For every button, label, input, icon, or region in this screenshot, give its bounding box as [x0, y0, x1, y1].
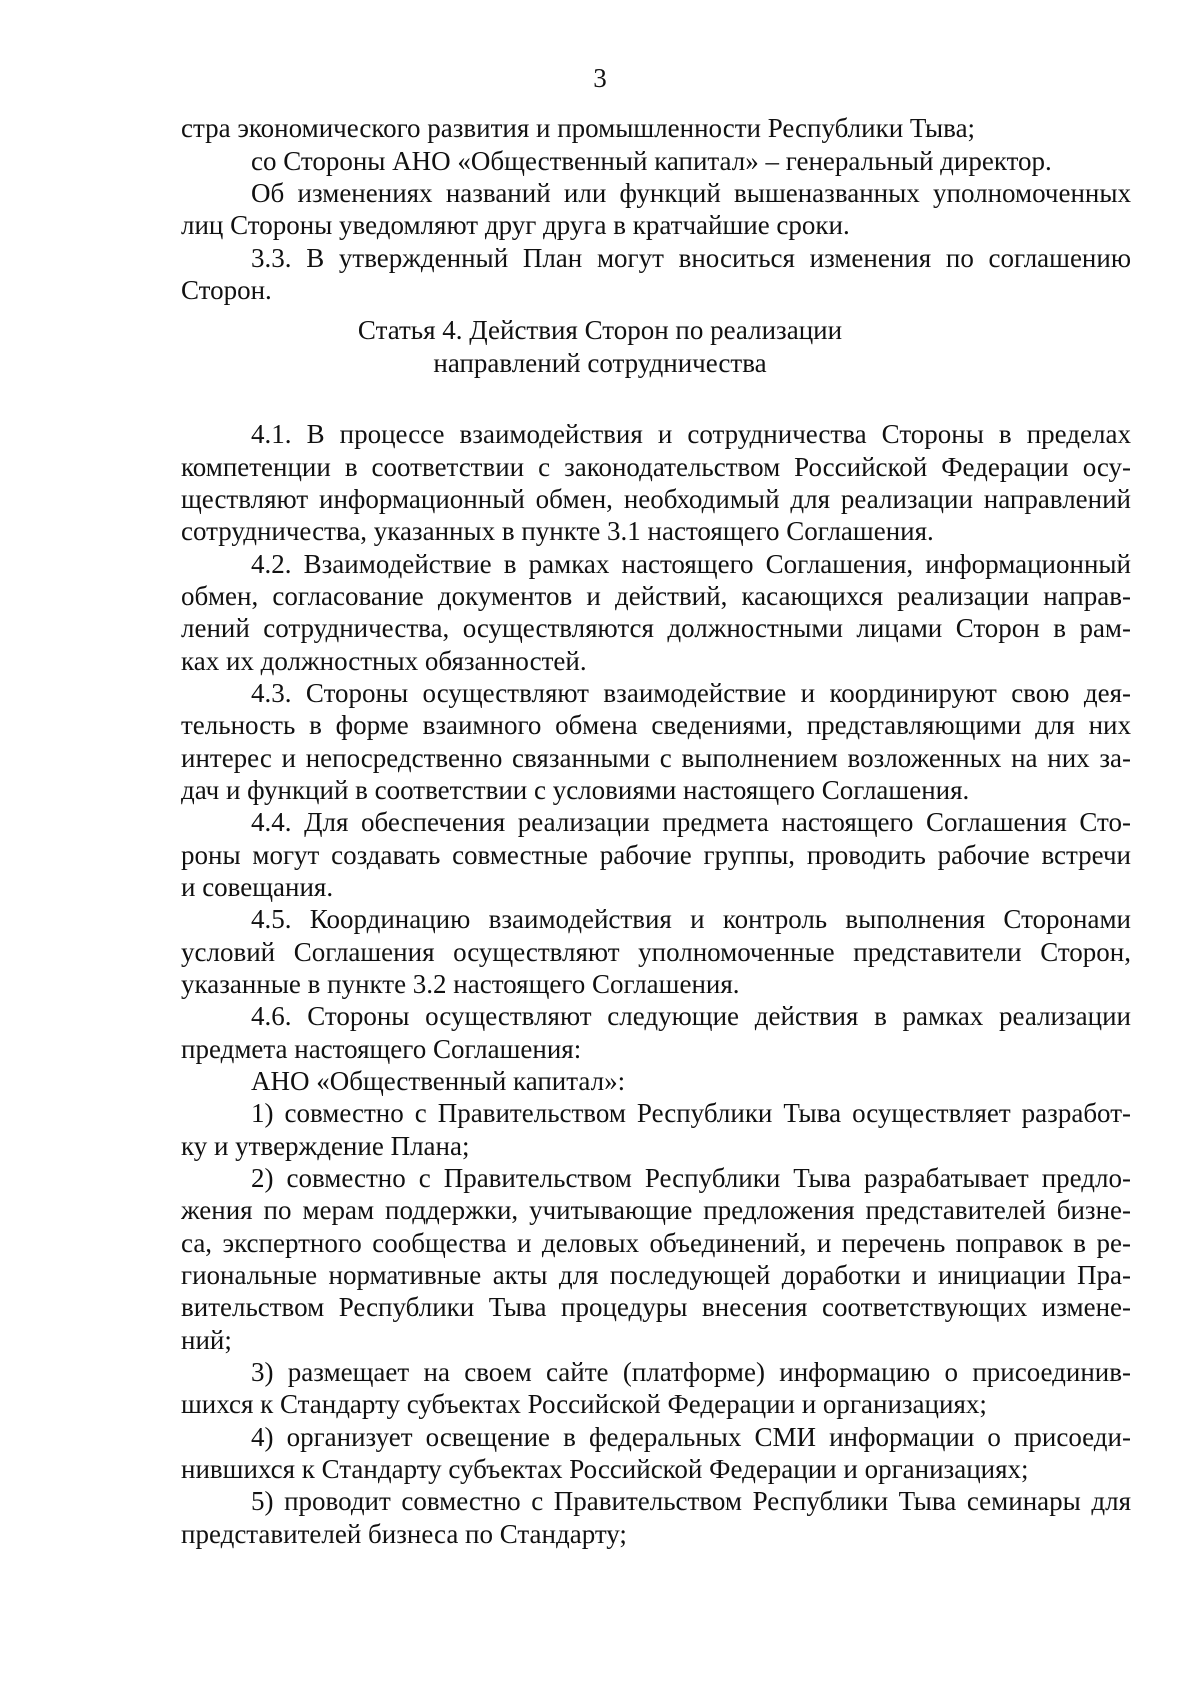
text-line: сотрудничества, указанных в пункте 3.1 настоящего Соглашения.	[181, 516, 934, 546]
text-line: со Стороны АНО «Общественный капитал» – генеральный директор.	[251, 146, 1052, 176]
text-line: ществляют информационный обмен, необходимый для реализации направлений	[181, 484, 1131, 514]
text-line: 4.1. В процессе взаимодействия и сотрудничества Стороны в пределах	[251, 419, 1131, 449]
text-line: жения по мерам поддержки, учитывающие предложения представителей бизне-	[181, 1195, 1131, 1225]
text-line: 4.2. Взаимодействие в рамках настоящего Соглашения, информационный	[251, 549, 1131, 579]
text-line: предмета настоящего Соглашения:	[181, 1034, 582, 1064]
text-line: ках их должностных обязанностей.	[181, 646, 587, 676]
text-line: представителей бизнеса по Стандарту;	[181, 1519, 627, 1549]
text-line: роны могут создавать совместные рабочие группы, проводить рабочие встречи	[181, 840, 1131, 870]
text-line: АНО «Общественный капитал»:	[251, 1066, 626, 1096]
text-line: 3) размещает на своем сайте (платформе) информацию о присоединив-	[251, 1357, 1131, 1387]
text-line: 4) организует освещение в федеральных СМИ информации о присоеди-	[251, 1422, 1131, 1452]
text-line: 4.6. Стороны осуществляют следующие действия в рамках реализации	[251, 1001, 1131, 1031]
text-line: 2) совместно с Правительством Республики Тыва разрабатывает предло-	[251, 1163, 1131, 1193]
page-number: 3	[593, 63, 607, 93]
text-line: условий Соглашения осуществляют уполномоченные представители Сторон,	[181, 937, 1131, 967]
text-line: ку и утверждение Плана;	[181, 1131, 470, 1161]
article-heading-line-2: направлений сотрудничества	[433, 348, 767, 378]
text-line: 4.4. Для обеспечения реализации предмета настоящего Соглашения Сто-	[251, 807, 1131, 837]
text-line: вительством Республики Тыва процедуры внесения соответствующих измене-	[181, 1292, 1131, 1322]
text-line: Об изменениях названий или функций вышеназванных уполномоченных	[251, 178, 1131, 208]
text-line: лиц Стороны уведомляют друг друга в кратчайшие сроки.	[181, 210, 850, 240]
text-line: обмен, согласование документов и действий, касающихся реализации направ-	[181, 581, 1131, 611]
text-line: Сторон.	[181, 275, 272, 305]
text-line: тельность в форме взаимного обмена сведениями, представляющими для них	[181, 710, 1131, 740]
text-line: са, экспертного сообщества и деловых объединений, и перечень поправок в ре-	[181, 1228, 1131, 1258]
text-line: ний;	[181, 1325, 232, 1355]
text-line: шихся к Стандарту субъектах Российской Федерации и организациях;	[181, 1389, 987, 1419]
text-line: 4.5. Координацию взаимодействия и контроль выполнения Сторонами	[251, 904, 1131, 934]
text-line: компетенции в соответствии с законодательством Российской Федерации осу-	[181, 452, 1131, 482]
text-line: 3.3. В утвержденный План могут вноситься изменения по соглашению	[251, 243, 1131, 273]
text-line: гиональные нормативные акты для последующей доработки и инициации Пра-	[181, 1260, 1131, 1290]
text-line: 1) совместно с Правительством Республики Тыва осуществляет разработ-	[251, 1098, 1131, 1128]
text-line: стра экономического развития и промышленности Республики Тыва;	[181, 113, 976, 143]
text-line: дач и функций в соответствии с условиями настоящего Соглашения.	[181, 775, 970, 805]
text-line: и совещания.	[181, 872, 334, 902]
text-line: нившихся к Стандарту субъектах Российской Федерации и организациях;	[181, 1454, 1029, 1484]
text-line: интерес и непосредственно связанными с выполнением возложенных на них за-	[181, 743, 1131, 773]
text-line: лений сотрудничества, осуществляются должностными лицами Сторон в рам-	[181, 613, 1131, 643]
text-line: 4.3. Стороны осуществляют взаимодействие и координируют свою дея-	[251, 678, 1131, 708]
article-heading-line-1: Статья 4. Действия Сторон по реализации	[357, 315, 843, 345]
text-line: 5) проводит совместно с Правительством Республики Тыва семинары для	[251, 1486, 1131, 1516]
text-line: указанные в пункте 3.2 настоящего Соглашения.	[181, 969, 740, 999]
